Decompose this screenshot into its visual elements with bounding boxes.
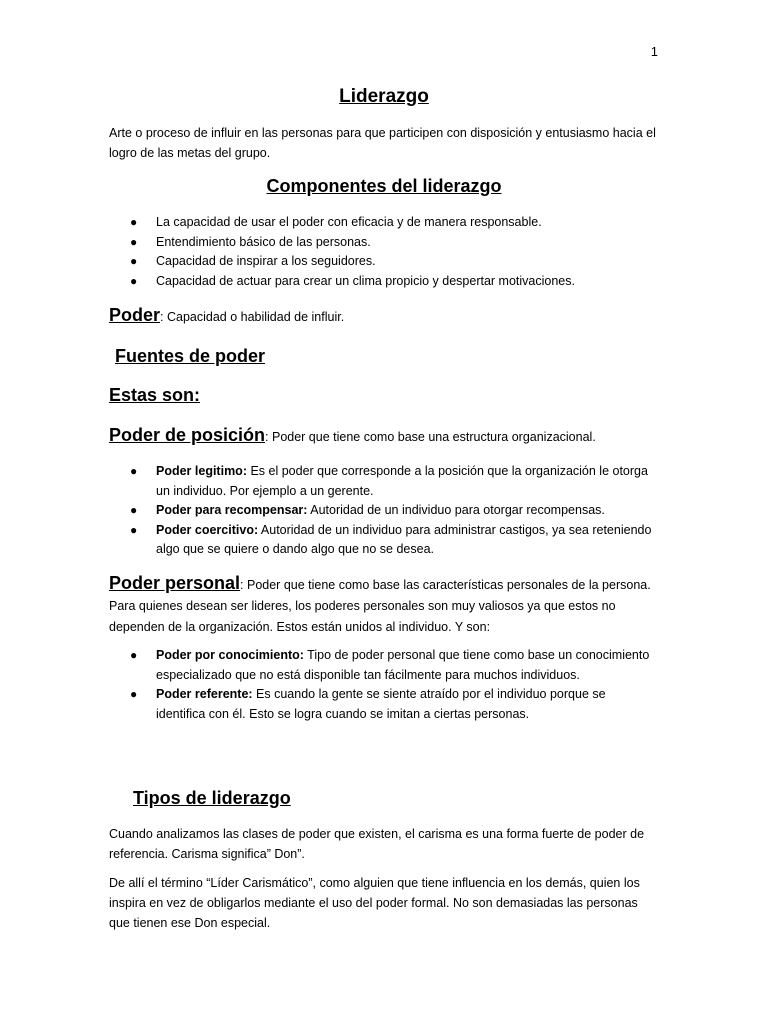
list-item: ● Capacidad de actuar para crear un clima propicio y despertar motivaciones. xyxy=(109,272,657,292)
poder-definition-text: : Capacidad o habilidad de influir. xyxy=(160,310,345,324)
personal-definition xyxy=(109,573,657,638)
page-number: 1 xyxy=(650,44,658,59)
document-title: Liderazgo xyxy=(339,86,429,107)
personal-definition-text: : Poder que tiene como base las características personales de la persona. Para quienes desean ser lideres, los poderes personales son muy valiosos ya que estos no dependen de la organización. Estos están unidos al individuo. Y son: xyxy=(109,578,651,634)
list-item: ● Poder legitimo: Es el poder que corresponde a la posición que la organización le otorga un individuo. Por ejemplo a un gerente. xyxy=(130,464,648,498)
estas-son-heading: Estas son: xyxy=(109,385,201,405)
bullet-icon: ● xyxy=(130,648,138,662)
tipos-paragraph-2: De allí el término “Líder Carismático”, como alguien que tiene influencia en los demás, quien los inspira en vez de obligarlos mediante el uso del poder formal. No son demasiadas las personas que tienen ese Don especial. xyxy=(109,876,640,930)
bullet-icon: ● xyxy=(130,522,138,537)
tipos-heading: Tipos de liderazgo xyxy=(133,788,291,808)
poder-term: Poder xyxy=(109,305,161,325)
poder-definition xyxy=(109,305,657,327)
list-item: ● Poder coercitivo: Autoridad de un individuo para administrar castigos, ya sea reteniendo algo que se quiere o dando algo que no se desea. xyxy=(130,522,652,556)
posicion-definition xyxy=(109,425,657,447)
bullet-icon: ● xyxy=(130,464,138,478)
list-item: ● Poder para recompensar: Autoridad de un individuo para otorgar recompensas. xyxy=(109,501,657,521)
bullet-icon: ● xyxy=(130,687,138,701)
list-item: ● La capacidad de usar el poder con eficacia y de manera responsable. xyxy=(109,213,657,233)
bullet-icon: ● xyxy=(130,503,138,517)
bullet-icon: ● xyxy=(130,215,138,229)
intro-paragraph: Arte o proceso de influir en las personas para que participen con disposición y entusiasmo hacia el logro de las metas del grupo. xyxy=(109,126,656,160)
components-list xyxy=(109,213,657,291)
fuentes-heading: Fuentes de poder xyxy=(115,346,266,366)
list-item: ● Entendimiento básico de las personas. xyxy=(109,233,657,253)
list-item: ● Poder referente: Es cuando la gente se siente atraído por el individuo porque se identifica con él. Esto se logra cuando se imitan a ciertas personas. xyxy=(130,687,606,721)
components-title: Componentes del liderazgo xyxy=(266,176,502,196)
tipos-paragraph-1: Cuando analizamos las clases de poder que existen, el carisma es una forma fuerte de poder de referencia. Carisma significa” Don”. xyxy=(109,827,645,861)
posicion-term: Poder de posición xyxy=(109,425,266,445)
personal-term: Poder personal xyxy=(109,573,241,593)
bullet-icon: ● xyxy=(130,234,138,249)
posicion-definition-text: : Poder que tiene como base una estructura organizacional. xyxy=(265,430,596,444)
posicion-list xyxy=(109,462,657,560)
list-item: ● Capacidad de inspirar a los seguidores. xyxy=(109,252,657,272)
personal-list xyxy=(109,646,657,724)
bullet-icon: ● xyxy=(130,273,138,288)
bullet-icon: ● xyxy=(130,254,138,268)
list-item: ● Poder por conocimiento: Tipo de poder personal que tiene como base un conocimiento especializado que no está disponible tan fácilmente para muchos individuos. xyxy=(130,648,650,682)
